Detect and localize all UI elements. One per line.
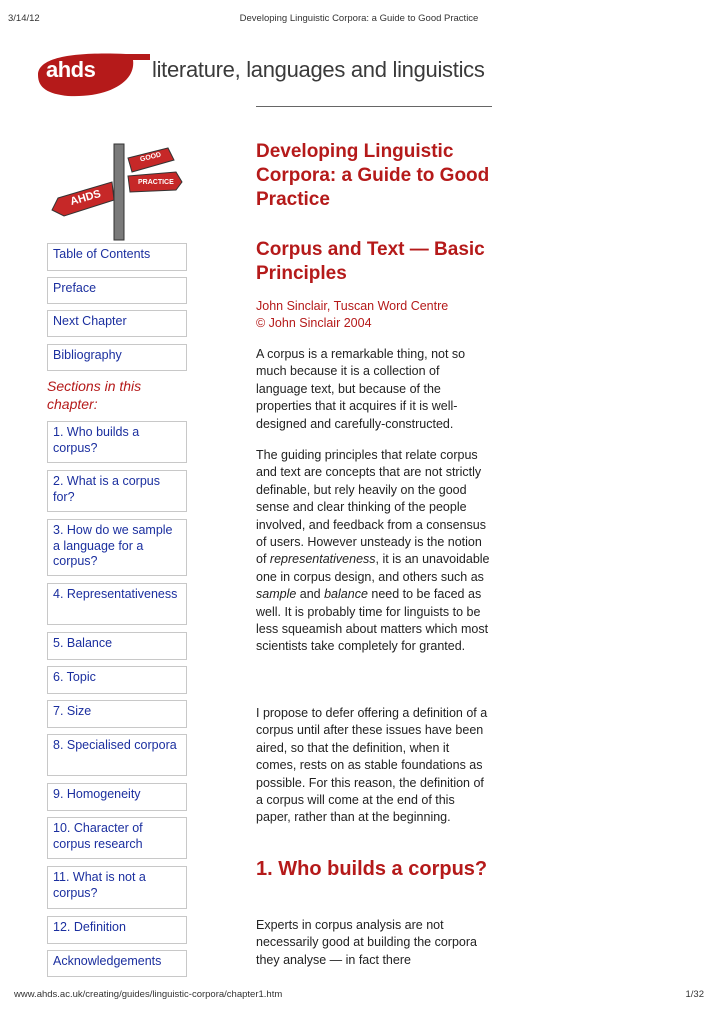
section-link-acknowledgements[interactable]: Acknowledgements bbox=[47, 950, 187, 977]
section-link-5[interactable]: 5. Balance bbox=[47, 632, 187, 660]
term-representativeness: representativeness bbox=[269, 552, 376, 567]
section-link-12[interactable]: 12. Definition bbox=[47, 916, 187, 944]
section-link-1[interactable]: 1. Who builds a corpus? bbox=[47, 421, 187, 463]
paragraph-2-text-c: and bbox=[296, 587, 325, 602]
section-link-11[interactable]: 11. What is not a corpus? bbox=[47, 866, 187, 909]
section-link-9[interactable]: 9. Homogeneity bbox=[47, 783, 187, 811]
sign-label-practice: PRACTICE bbox=[138, 179, 174, 186]
sign-label-good: GOOD bbox=[139, 151, 162, 164]
sections-heading: Sections in this chapter: bbox=[47, 378, 142, 412]
sign-label-ahds: AHDS bbox=[68, 187, 103, 209]
author-block bbox=[256, 298, 492, 332]
nav-preface[interactable]: Preface bbox=[47, 277, 187, 304]
section-heading-1: 1. Who builds a corpus? bbox=[256, 858, 488, 880]
page-title: Developing Linguistic Corpora: a Guide to Good Practice bbox=[256, 141, 490, 210]
signpost-illustration bbox=[48, 142, 188, 242]
copyright: © John Sinclair 2004 bbox=[256, 316, 372, 330]
chapter-title: Corpus and Text — Basic Principles bbox=[256, 239, 485, 284]
print-page-number: 1/32 bbox=[685, 989, 704, 1000]
nav-next-chapter[interactable]: Next Chapter bbox=[47, 310, 187, 337]
paragraph-2-text-a: The guiding principles that relate corpus and text are concepts that are not strictly definable, but rely heavily on the good sense and clear thinking of the people involved, and feedback from a consensus of users. However unsteady is the notion of bbox=[256, 448, 486, 567]
header-divider bbox=[256, 106, 492, 107]
nav-bibliography[interactable]: Bibliography bbox=[47, 344, 187, 371]
paragraph-4: Experts in corpus analysis are not necessarily good at building the corpora they analyse — in fact there bbox=[256, 918, 477, 967]
nav-table-of-contents[interactable]: Table of Contents bbox=[47, 243, 187, 271]
site-tagline: literature, languages and linguistics bbox=[152, 57, 485, 82]
section-link-7[interactable]: 7. Size bbox=[47, 700, 187, 728]
paragraph-2-text-d: need to be faced as well. It is probably time for linguists to be less squeamish about matters which most scientists take completely for granted. bbox=[256, 587, 489, 654]
term-sample: sample bbox=[256, 587, 297, 602]
section-link-8[interactable]: 8. Specialised corpora bbox=[47, 734, 187, 776]
paragraph-2 bbox=[256, 447, 492, 656]
logo-text: ahds bbox=[46, 57, 96, 82]
print-date: 3/14/12 bbox=[8, 13, 40, 24]
print-title: Developing Linguistic Corpora: a Guide to Good Practice bbox=[239, 13, 479, 24]
section-link-6[interactable]: 6. Topic bbox=[47, 666, 187, 694]
section-link-3[interactable]: 3. How do we sample a language for a corpus? bbox=[47, 519, 187, 576]
paragraph-3: I propose to defer offering a definition of a corpus until after these issues have been aired, so that the definition, when it comes, rests on as stable foundations as possible. For this reason, the definition of a corpus will come at the end of this paper, rather than at the beginning. bbox=[256, 706, 488, 825]
ahds-logo[interactable] bbox=[38, 52, 150, 98]
section-link-2[interactable]: 2. What is a corpus for? bbox=[47, 470, 187, 512]
paragraph-1: A corpus is a remarkable thing, not so much because it is a collection of language text, but because of the properties that it acquires if it is well-designed and carefully-constructed. bbox=[256, 347, 466, 431]
section-link-10[interactable]: 10. Character of corpus research bbox=[47, 817, 187, 859]
author-name: John Sinclair, Tuscan Word Centre bbox=[256, 299, 449, 313]
section-link-4[interactable]: 4. Representativeness bbox=[47, 583, 187, 625]
term-balance: balance bbox=[324, 587, 368, 602]
print-url: www.ahds.ac.uk/creating/guides/linguistic-corpora/chapter1.htm bbox=[14, 989, 283, 1000]
paragraph-2-text-b: , it is an unavoidable one in corpus design, and others such as bbox=[256, 552, 490, 584]
